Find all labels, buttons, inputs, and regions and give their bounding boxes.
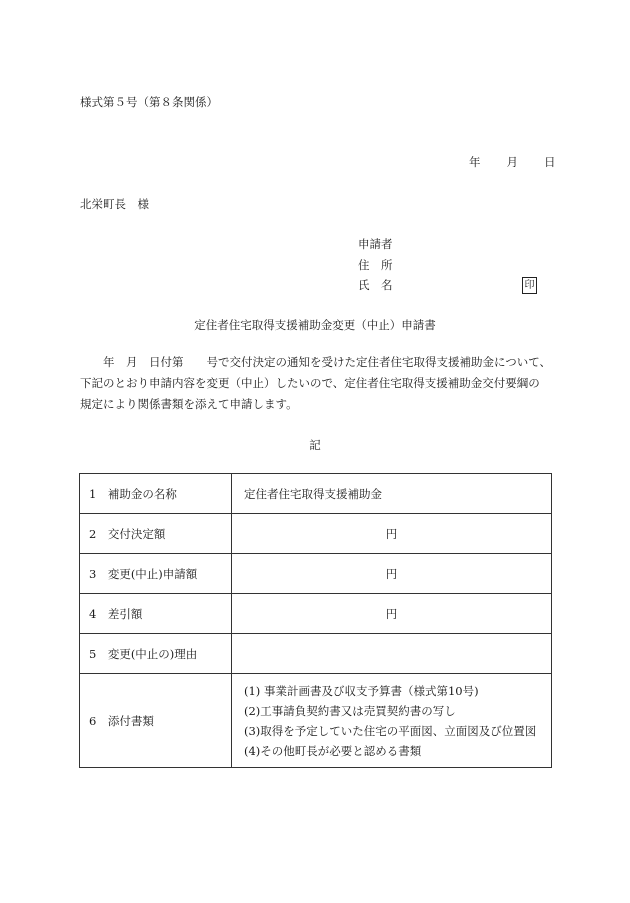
row-label: 3 変更(中止)申請額 — [80, 554, 232, 594]
table-row — [80, 514, 552, 554]
table-row — [80, 634, 552, 674]
date-year: 年 — [469, 155, 481, 169]
address-label: 住 所 — [358, 258, 393, 272]
ki-label: 記 — [309, 438, 321, 452]
attachment-item: (2)工事請負契約書又は売買契約書の写し — [244, 703, 456, 718]
table-row — [80, 474, 552, 514]
form-number: 様式第５号（第８条関係） — [80, 95, 218, 109]
attachment-item: (1) 事業計画書及び収支予算書（様式第10号) — [244, 683, 479, 698]
body-line: 下記のとおり申請内容を変更（中止）したいので、定住者住宅取得支援補助金交付要綱の — [80, 376, 540, 390]
date-day: 日 — [544, 155, 556, 169]
attachment-item: (3)取得を予定していた住宅の平面図、立面図及び位置図 — [244, 723, 537, 738]
date-month: 月 — [506, 155, 518, 169]
body-line: 規定により関係書類を添えて申請します。 — [80, 397, 298, 411]
row-value: 円 — [232, 514, 552, 554]
row-label: 5 変更(中止の)理由 — [80, 634, 232, 674]
row-value: 円 — [232, 594, 552, 634]
attachment-item: (4)その他町長が必要と認める書類 — [244, 743, 422, 758]
row-label: 1 補助金の名称 — [80, 474, 232, 514]
row-value: 定住者住宅取得支援補助金 — [232, 474, 552, 514]
row-label: 4 差引額 — [80, 594, 232, 634]
row-value: 円 — [232, 554, 552, 594]
body-line: 年 月 日付第 号で交付決定の通知を受けた定住者住宅取得支援補助金について、 — [80, 355, 552, 369]
applicant-label: 申請者 — [358, 237, 393, 251]
addressee: 北栄町長 様 — [80, 197, 149, 211]
seal-mark: 印 — [522, 277, 537, 294]
date-line — [469, 157, 556, 169]
document-title: 定住者住宅取得支援補助金変更（中止）申請書 — [194, 318, 436, 332]
table-row — [80, 554, 552, 594]
row-value — [232, 634, 552, 674]
row-label: 2 交付決定額 — [80, 514, 232, 554]
details-table — [79, 473, 552, 768]
body-text — [80, 352, 555, 415]
row-label: 6 添付書類 — [80, 674, 232, 768]
table-row — [80, 594, 552, 634]
table-row — [80, 674, 552, 768]
attachment-list — [232, 674, 552, 768]
name-label: 氏 名 — [358, 278, 393, 292]
